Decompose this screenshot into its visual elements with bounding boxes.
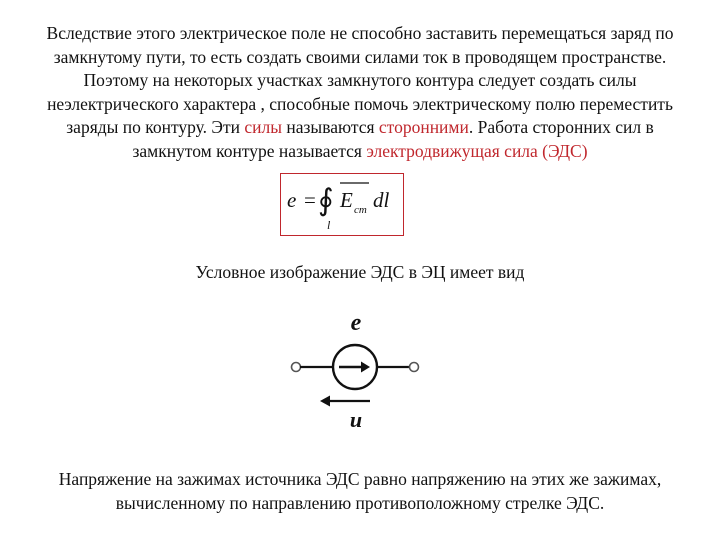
voltage-arrow-icon	[320, 396, 330, 407]
formula-lhs: e	[287, 188, 297, 212]
emf-source-symbol	[270, 305, 450, 435]
intro-line-5-b: называются	[282, 117, 379, 138]
footer-paragraph	[14, 468, 706, 515]
intro-line-5-a: заряды по контуру. Эти	[66, 117, 245, 138]
intro-line-5-c: . Работа сторонних сил в	[468, 117, 654, 138]
formula-contour-label: l	[327, 218, 331, 232]
footer-line-2: вычисленному по направлению противоположному стрелке ЭДС.	[115, 492, 605, 513]
intro-line-1: Вследствие этого электрическое поле не способно заставить перемещаться заряд по	[46, 23, 674, 43]
formula-dl: dl	[373, 188, 390, 212]
left-terminal	[292, 363, 301, 372]
right-terminal	[410, 363, 419, 372]
contour-integral-icon: ∮	[318, 183, 334, 218]
term-external: сторонними	[378, 117, 469, 138]
emf-formula	[281, 174, 402, 234]
formula-equals: =	[304, 188, 316, 212]
emf-label: e	[350, 310, 362, 336]
intro-paragraph	[14, 22, 706, 164]
intro-line-4: неэлектрического характера , способные помочь электрическому полю переместить	[47, 93, 673, 114]
emf-formula-box	[280, 173, 404, 236]
intro-line-6	[14, 140, 706, 164]
term-forces: силы	[244, 117, 283, 138]
figure-caption: Условное изображение ЭДС в ЭЦ имеет вид	[195, 262, 525, 282]
formula-field: E	[340, 188, 353, 212]
intro-line-2: замкнутому пути, то есть создать своими силами ток в проводящем пространстве.	[53, 46, 667, 67]
intro-line-5	[14, 116, 706, 140]
footer-line-1: Напряжение на зажимах источника ЭДС равно напряжению на этих же зажимах,	[58, 469, 662, 489]
intro-line-3: Поэтому на некоторых участках замкнутого контура следует создать силы	[83, 70, 637, 91]
term-emf: электродвижущая сила (ЭДС)	[366, 140, 588, 161]
formula-subscript: cm	[354, 204, 367, 216]
intro-line-6-a: замкнутом контуре называется	[132, 140, 367, 161]
voltage-label: u	[349, 407, 363, 432]
